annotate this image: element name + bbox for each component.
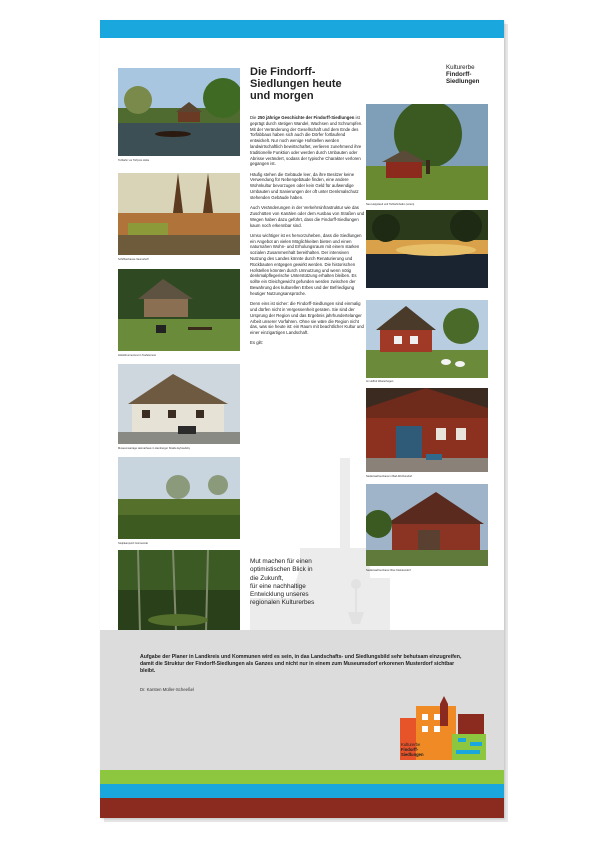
- blue-band: [100, 784, 504, 798]
- title-line-2: Siedlungen heute: [250, 78, 342, 90]
- spade-figure-icon: [344, 578, 368, 626]
- logo-text: [401, 742, 424, 757]
- paragraph-1: [250, 115, 366, 167]
- paragraph-6: Es gilt:: [250, 340, 263, 346]
- paragraph-4: Umso wichtiger ist es hervorzuheben, dass die Siedlungen ein Angebot an vielen Möglichkeiten bieten und einen naturnahen Wohn- und Erholungsraum mit einem starken sozialen Zusammenhalt bereithalten. Der intensiven Nutzung des Landes könnte durch Renaturierung und Rückbauten entgegen gewirkt werden. Die historischen Hofstellen könnten durch Umnutzung und wenn nötig denkmalpflegerische Unterstützung erhalten bleiben. Es sollte ein Gleichgewicht gefunden werden zwischen der Bewahrung des kulturellen Erbes und der Befriedigung heutiger Nutzungsansprüche.: [250, 232, 362, 296]
- caption-left-1: Torfkahn vor Torfpros Hütte: [118, 159, 150, 162]
- caption-right-4: Niedersachsenhaus Ober-Kleinkendorf: [366, 569, 411, 572]
- photo-torfkahnhafen: [366, 210, 488, 288]
- quote-text: Aufgabe der Planer in Landkreis und Kommunen wird es sein, in das Landschafts- und Siedlungsbild sehr behutsam einzugreifen, damit die Struktur der Findorff-Siedlungen als Ganzes und nicht nur in einem zum Museumsdorf erkorenen Musterdorf sichtbar bleibt.: [140, 654, 462, 675]
- caption-left-5: Stulpkampwirt Günnerode: [118, 542, 148, 545]
- photo-schiffsschause: [118, 173, 240, 255]
- slogan-line-1: Mut machen für einen: [250, 558, 312, 565]
- logo-line-2: Findorff-: [401, 747, 419, 752]
- brand-block: [446, 64, 479, 85]
- brand-line-2: Findorff-: [446, 71, 472, 78]
- quote-author: Dr. Karsten Müller-Scheeßel: [140, 687, 194, 692]
- caption-right-1: Neu Helgoland und Torfkahnhafen (unten): [366, 203, 415, 206]
- logo-line-3: Siedlungen: [401, 752, 424, 757]
- quote-panel: [100, 630, 504, 770]
- p1-intro: Die: [250, 115, 258, 120]
- p1-rest: ist geprägt durch stetigen Wandel, Wachsen und Schrumpfen. Mit der Veränderung der Gesellschaft und dem Ende des Torfabbaus haben sich auch die Dörfer fortlaufend entwickelt. Nur noch wenige Hofstellen werden landwirtschaftlich bewirtschaftet, verlieren zunehmend ihre traditionelle Funktion oder werden durch Umbauten oder Abrisse verändert, sodass der typische Charakter verloren gegangen ist.: [250, 115, 363, 167]
- title-line-3: und morgen: [250, 90, 314, 102]
- photo-niedermoor: [118, 550, 240, 632]
- photo-neu-helgoland: [366, 104, 488, 200]
- slogan-line-5: Entwicklung unseres: [250, 591, 309, 599]
- slogan-line-4: für eine nachhaltige: [250, 582, 306, 590]
- slogan-line-2: optimistischen Blick in: [250, 566, 313, 574]
- logo-line-1: Kulturerbe: [401, 742, 421, 747]
- slogan-line-3: die Zukunft,: [250, 574, 284, 582]
- photo-torfkahn: [118, 68, 240, 156]
- paragraph-3: Auch Veränderungen in der Verkehrsinfrastruktur wie das Zuschütten von Kanälen oder dem Ausbau von Straßen und Wegen haben dazu geführt, dass die Findorff-Siedlungen kaum noch erkennbar sind.: [250, 205, 365, 228]
- paragraph-5: Denn eins ist sicher: die Findorff-Siedlungen sind einmalig und dürfen nicht in Vergessenheit geraten. Sie sind der Ursprung der Region und das Ergebnis jahrhundertelanger Arbeit unserer Vorfahren. Ohne sie wäre die Region nicht das, was sie heute ist: ein Raum mit beachtlicher Kultur und einer einzigartigen Landschaft.: [250, 301, 364, 336]
- caption-left-3: Hüttolbrunnenrest in Teufelsmoor: [118, 354, 157, 357]
- photo-teufelsmoor: [118, 269, 240, 351]
- body-text: [250, 115, 366, 351]
- page-title: [250, 66, 370, 102]
- brand-line-3: Siedlungen: [446, 78, 480, 85]
- brand-line-1: Kulturerbe: [446, 64, 475, 71]
- green-band: [100, 770, 504, 784]
- caption-right-3: Niedersachsenhaus in Bad-Worthendorf: [366, 475, 413, 478]
- upper-panel: [100, 38, 504, 630]
- caption-right-2: Im Hofhof Westerhegen: [366, 380, 394, 383]
- photo-museumsanlage: [118, 364, 240, 444]
- p1-bold: 250 jährige Geschichte der Findorff-Siedlungen: [257, 115, 355, 120]
- paragraph-2: Häufig stehen die Gebäude leer, da ihre Besitzer keine Verwendung für Nebengebäude finden, eine andere Wohnkultur bevorzugen oder kein Geld für aufwendige Umbauten und Sanierungen der oft unter Denkmalschutz stehenden Gebäude haben.: [250, 171, 359, 200]
- caption-left-4: Museumsanlage Heimathaus in Hamberger Straße Eyhoedsby: [118, 447, 191, 450]
- poster: [100, 20, 504, 818]
- photo-bad-worthendorf: [366, 388, 488, 472]
- photo-westerhegen: [366, 300, 488, 378]
- title-line-1: Die Findorff-: [250, 66, 316, 78]
- red-band: [100, 798, 504, 818]
- top-blue-band: [100, 20, 504, 38]
- caption-left-2: Schiffsschause Vaumehoff: [118, 258, 149, 261]
- photo-stulpkampwirt: [118, 457, 240, 539]
- photo-ober-kleinkendorf: [366, 484, 488, 566]
- slogan-line-6: regionalen Kulturerbes: [250, 599, 315, 607]
